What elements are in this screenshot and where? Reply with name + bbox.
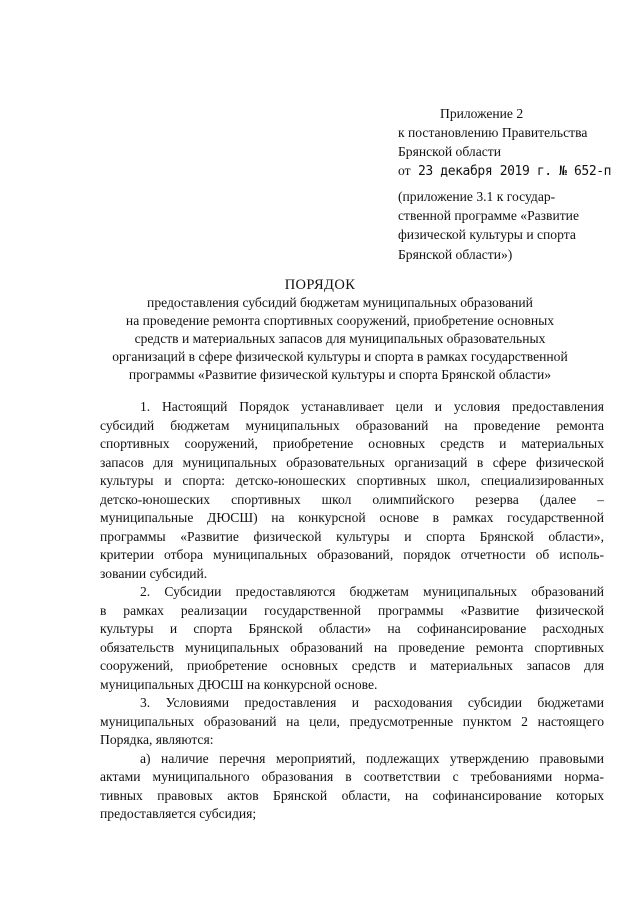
note-line: физической культуры и спорта: [398, 227, 576, 243]
program-note: [398, 187, 634, 264]
body-line: критерии отбора муниципальных образований, порядок отчетности об исполь-: [100, 547, 604, 562]
subtitle-line: на проведение ремонта спортивных сооружений, приобретение основных: [125, 313, 555, 328]
body-line: обязательств муниципальных образований на проведение ремонта спортивных: [100, 639, 604, 655]
document-title: ПОРЯДОК: [284, 277, 356, 293]
paragraph-1: [100, 398, 604, 583]
paragraph-2: [100, 583, 604, 694]
body-line: 1. Настоящий Порядок устанавливает цели и условия предоставления: [140, 399, 604, 414]
subtitle-line: средств и материальных запасов для муниципальных образовательных: [134, 331, 546, 346]
note-line: (приложение 3.1 к государ-: [398, 189, 556, 204]
body-line: муниципальные ДЮСШ) на конкурсной основе в рамках государственной: [100, 510, 604, 525]
note-line: ственной программе «Развитие: [398, 208, 579, 224]
body-line: спортивных сооружений, приобретение основных средств и материальных: [100, 436, 604, 451]
approval-date-value: 23 декабря 2019 г. № 652-п: [418, 164, 612, 179]
body-line: культуры и спорта Брянской области» на софинансирование расходных: [100, 621, 604, 636]
document-subtitle: [60, 294, 620, 384]
paragraph-3a: [100, 750, 604, 824]
approval-date-line: [398, 161, 634, 181]
document-body: [100, 398, 604, 824]
body-line: а) наличие перечня мероприятий, подлежащих утверждению правовыми: [140, 750, 604, 766]
body-line: актами муниципального образования в соответствии с требованиями норма-: [100, 769, 604, 784]
body-line: сооружений, приобретение основных средств и материальных запасов для: [100, 658, 604, 673]
body-line: запасов для муниципальных образовательных организаций в сфере физической: [100, 454, 604, 470]
approval-title: Приложение 2: [440, 106, 524, 121]
paragraph-3: [100, 694, 604, 750]
approval-date-prefix: от: [398, 163, 411, 178]
body-line: тивных правовых актов Брянской области, на софинансирование которых: [100, 787, 604, 803]
body-line: 2. Субсидии предоставляются бюджетам муниципальных образований: [140, 584, 604, 599]
body-line: субсидий бюджетам муниципальных образований на проведение ремонта: [100, 417, 604, 433]
body-line: детско-юношеских спортивных школ олимпийского резерва (далее –: [100, 491, 604, 507]
approval-block: [398, 104, 634, 181]
subtitle-line: предоставления субсидий бюджетам муниципальных образований: [147, 295, 533, 310]
note-line: Брянской области»): [398, 246, 513, 262]
body-line: 3. Условиями предоставления и расходования субсидии бюджетами: [140, 695, 604, 710]
body-line: программы «Развитие физической культуры и спорта Брянской области»,: [100, 528, 604, 544]
body-line: муниципальных образований на цели, предусмотренные пунктом 2 настоящего: [100, 713, 604, 729]
subtitle-line: организаций в сфере физической культуры и спорта в рамках государственной: [112, 349, 568, 364]
body-line: культуры и спорта: детско-юношеских спортивных школ, специализированных: [100, 473, 604, 488]
approval-line-3: Брянской области: [398, 144, 501, 159]
body-line: зовании субсидий.: [100, 565, 208, 581]
approval-line-2: к постановлению Правительства: [398, 125, 588, 140]
body-line: в рамках реализации государственной программы «Развитие физической: [100, 602, 604, 618]
body-line: Порядка, являются:: [100, 732, 214, 747]
body-line: муниципальных ДЮСШ на конкурсной основе.: [100, 676, 378, 692]
body-line: предоставляется субсидия;: [100, 806, 257, 821]
subtitle-line: программы «Развитие физической культуры и спорта Брянской области»: [128, 367, 552, 382]
